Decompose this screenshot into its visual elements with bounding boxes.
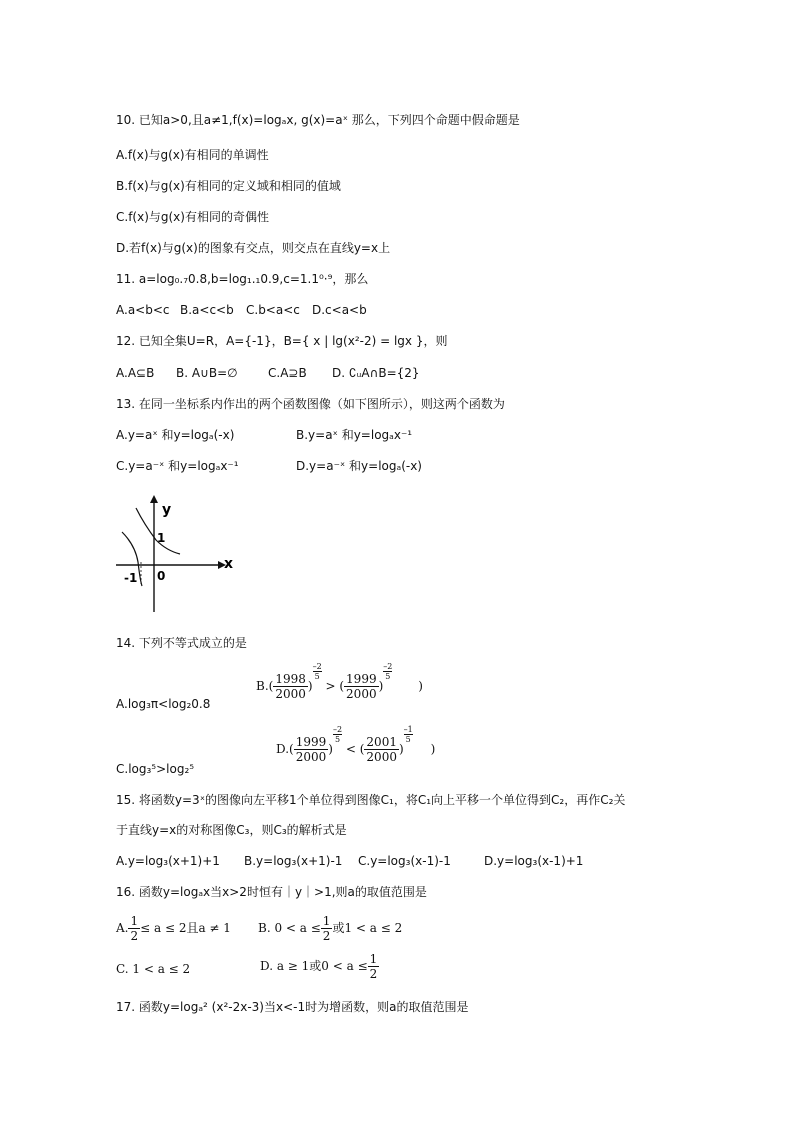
q12-option-c: C.A⊇B xyxy=(268,366,307,380)
q14-d-d1: 2000 xyxy=(295,750,327,764)
q14-d-suffix: ) xyxy=(430,742,436,756)
q14-b-exp2-d: 5 xyxy=(385,672,391,681)
q15-option-c: C.y=log₃(x-1)-1 xyxy=(358,854,451,868)
q12-option-a: A.A⊆B xyxy=(116,366,155,380)
q16-stem: 16. 函数y=logₐx当x>2时恒有｜y｜>1,则a的取值范围是 xyxy=(116,885,427,899)
q14-d-d2: 2000 xyxy=(366,750,397,764)
q16-d-half-d: 2 xyxy=(369,967,378,981)
q14-b-d1: 2000 xyxy=(275,687,306,701)
q16-b-pre: B. 0 < a ≤ xyxy=(258,921,321,935)
graph-x-label: x xyxy=(224,556,234,572)
q11-stem: 11. a=log₀.₇0.8,b=log₁.₁0.9,c=1.1⁰·⁹，那么 xyxy=(116,272,369,286)
q14-b-prefix: B.( xyxy=(256,679,274,693)
q10-option-b: B.f(x)与g(x)有相同的定义域和相同的值域 xyxy=(116,179,341,193)
q16-b-half-d: 2 xyxy=(322,929,331,943)
q14-d-exp2-d: 5 xyxy=(405,735,411,744)
q15-stem-line2: 于直线y=x的对称图像C₃，则C₃的解析式是 xyxy=(116,823,347,837)
q13-option-c: C.y=a⁻ˣ 和y=logₐx⁻¹ xyxy=(116,459,239,473)
q15-option-d: D.y=log₃(x-1)+1 xyxy=(484,854,584,868)
q10-stem: 10. 已知a>0,且a≠1,f(x)=logₐx, g(x)=aˣ 那么，下列四个命题中假命题是 xyxy=(116,113,520,127)
q16-b-half-n: 1 xyxy=(322,914,331,928)
q17-stem: 17. 函数y=logₐ² (x²-2x-3)当x<-1时为增函数，则a的取值范围是 xyxy=(116,1000,469,1014)
graph-neg-one-label: -1 xyxy=(124,571,138,585)
q12-option-d: D. ∁ᵤA∩B={2} xyxy=(332,366,420,380)
q16-option-c: C. 1 < a ≤ 2 xyxy=(116,962,191,976)
q14-b-n1: 1998 xyxy=(275,672,306,686)
q16-a-half-d: 2 xyxy=(130,929,139,943)
q14-option-a: A.log₃π<log₂0.8 xyxy=(116,697,211,711)
q13-option-d: D.y=a⁻ˣ 和y=logₐ(-x) xyxy=(296,459,422,473)
q14-stem: 14. 下列不等式成立的是 xyxy=(116,636,247,650)
q11-option-b: B.a<c<b xyxy=(180,303,234,317)
q14-d-exp1-d: 5 xyxy=(334,735,341,744)
q14-d-n2: 2001 xyxy=(366,735,397,749)
q11-option-a: A.a<b<c xyxy=(116,303,170,317)
q14-b-n2: 1999 xyxy=(346,672,377,686)
q13-stem: 13. 在同一坐标系内作出的两个函数图像（如下图所示），则这两个函数为 xyxy=(116,397,505,411)
q13-option-b: B.y=aˣ 和y=logₐx⁻¹ xyxy=(296,428,413,442)
q16-option-b xyxy=(258,914,402,943)
q14-d-exp2-n: 1 xyxy=(407,725,413,734)
q14-option-c: C.log₃⁵>log₂⁵ xyxy=(116,762,195,776)
q15-option-b: B.y=log₃(x+1)-1 xyxy=(244,854,343,868)
q14-b-exp1-d: 5 xyxy=(314,672,320,681)
graph-y-label: y xyxy=(162,502,172,518)
q14-b-d2: 2000 xyxy=(346,687,377,701)
q14-option-b: B.( $\frac{1998}{2000}$ ) $\frac{-2}{5}$ > ( $\frac{1999}{2000}$ ) $\frac{-2}{5}$ ) xyxy=(256,662,423,701)
q15-stem-line1: 15. 将函数y=3ˣ的图像向左平移1个单位得到图像C₁，将C₁向上平移一个单位得到C₂，再作C₂关 xyxy=(116,793,626,807)
q12-option-b: B. A∪B=∅ xyxy=(176,366,238,380)
graph-zero-label: 0 xyxy=(157,569,166,583)
q10-option-a: A.f(x)与g(x)有相同的单调性 xyxy=(116,148,269,162)
q10-option-d: D.若f(x)与g(x)的图象有交点，则交点在直线y=x上 xyxy=(116,241,391,255)
q16-a-half-n: 1 xyxy=(130,914,139,928)
q14-option-d: D.( $\frac{1999}{2000}$ ) $\frac{-2}{5}$ < ( $\frac{2001}{2000}$ ) $\frac{-1}{5}$ ) xyxy=(276,725,436,764)
q13-option-a: A.y=aˣ 和y=logₐ(-x) xyxy=(116,428,235,442)
q14-d-prefix: D.( xyxy=(276,742,294,756)
q16-d-half-n: 1 xyxy=(369,952,378,966)
q16-option-d xyxy=(260,952,379,981)
q13-graph xyxy=(112,490,242,615)
q16-b-post: 或1 < a ≤ 2 xyxy=(332,921,403,935)
q10-option-c: C.f(x)与g(x)有相同的奇偶性 xyxy=(116,210,269,224)
q16-option-a xyxy=(116,914,231,943)
q12-stem: 12. 已知全集U=R，A={-1}，B={ x | lg(x²-2) = lgx }，则 xyxy=(116,334,448,348)
q16-a-pre: A. xyxy=(116,921,129,935)
q15-option-a: A.y=log₃(x+1)+1 xyxy=(116,854,220,868)
q14-b-exp2-n: 2 xyxy=(387,662,393,671)
q14-d-n1: 1999 xyxy=(295,735,327,749)
y-axis-arrow xyxy=(150,495,158,503)
q14-b-suffix: ) xyxy=(418,679,423,693)
q16-d-pre: D. a ≥ 1或0 < a ≤ xyxy=(260,959,368,973)
q16-a-post: ≤ a ≤ 2且a ≠ 1 xyxy=(140,921,231,935)
q11-option-c: C.b<a<c xyxy=(246,303,300,317)
q11-option-d: D.c<a<b xyxy=(312,303,367,317)
q14-b-exp1-n: 2 xyxy=(316,662,322,671)
q14-d-exp1-n: 2 xyxy=(336,725,343,734)
graph-one-label: 1 xyxy=(157,531,166,545)
